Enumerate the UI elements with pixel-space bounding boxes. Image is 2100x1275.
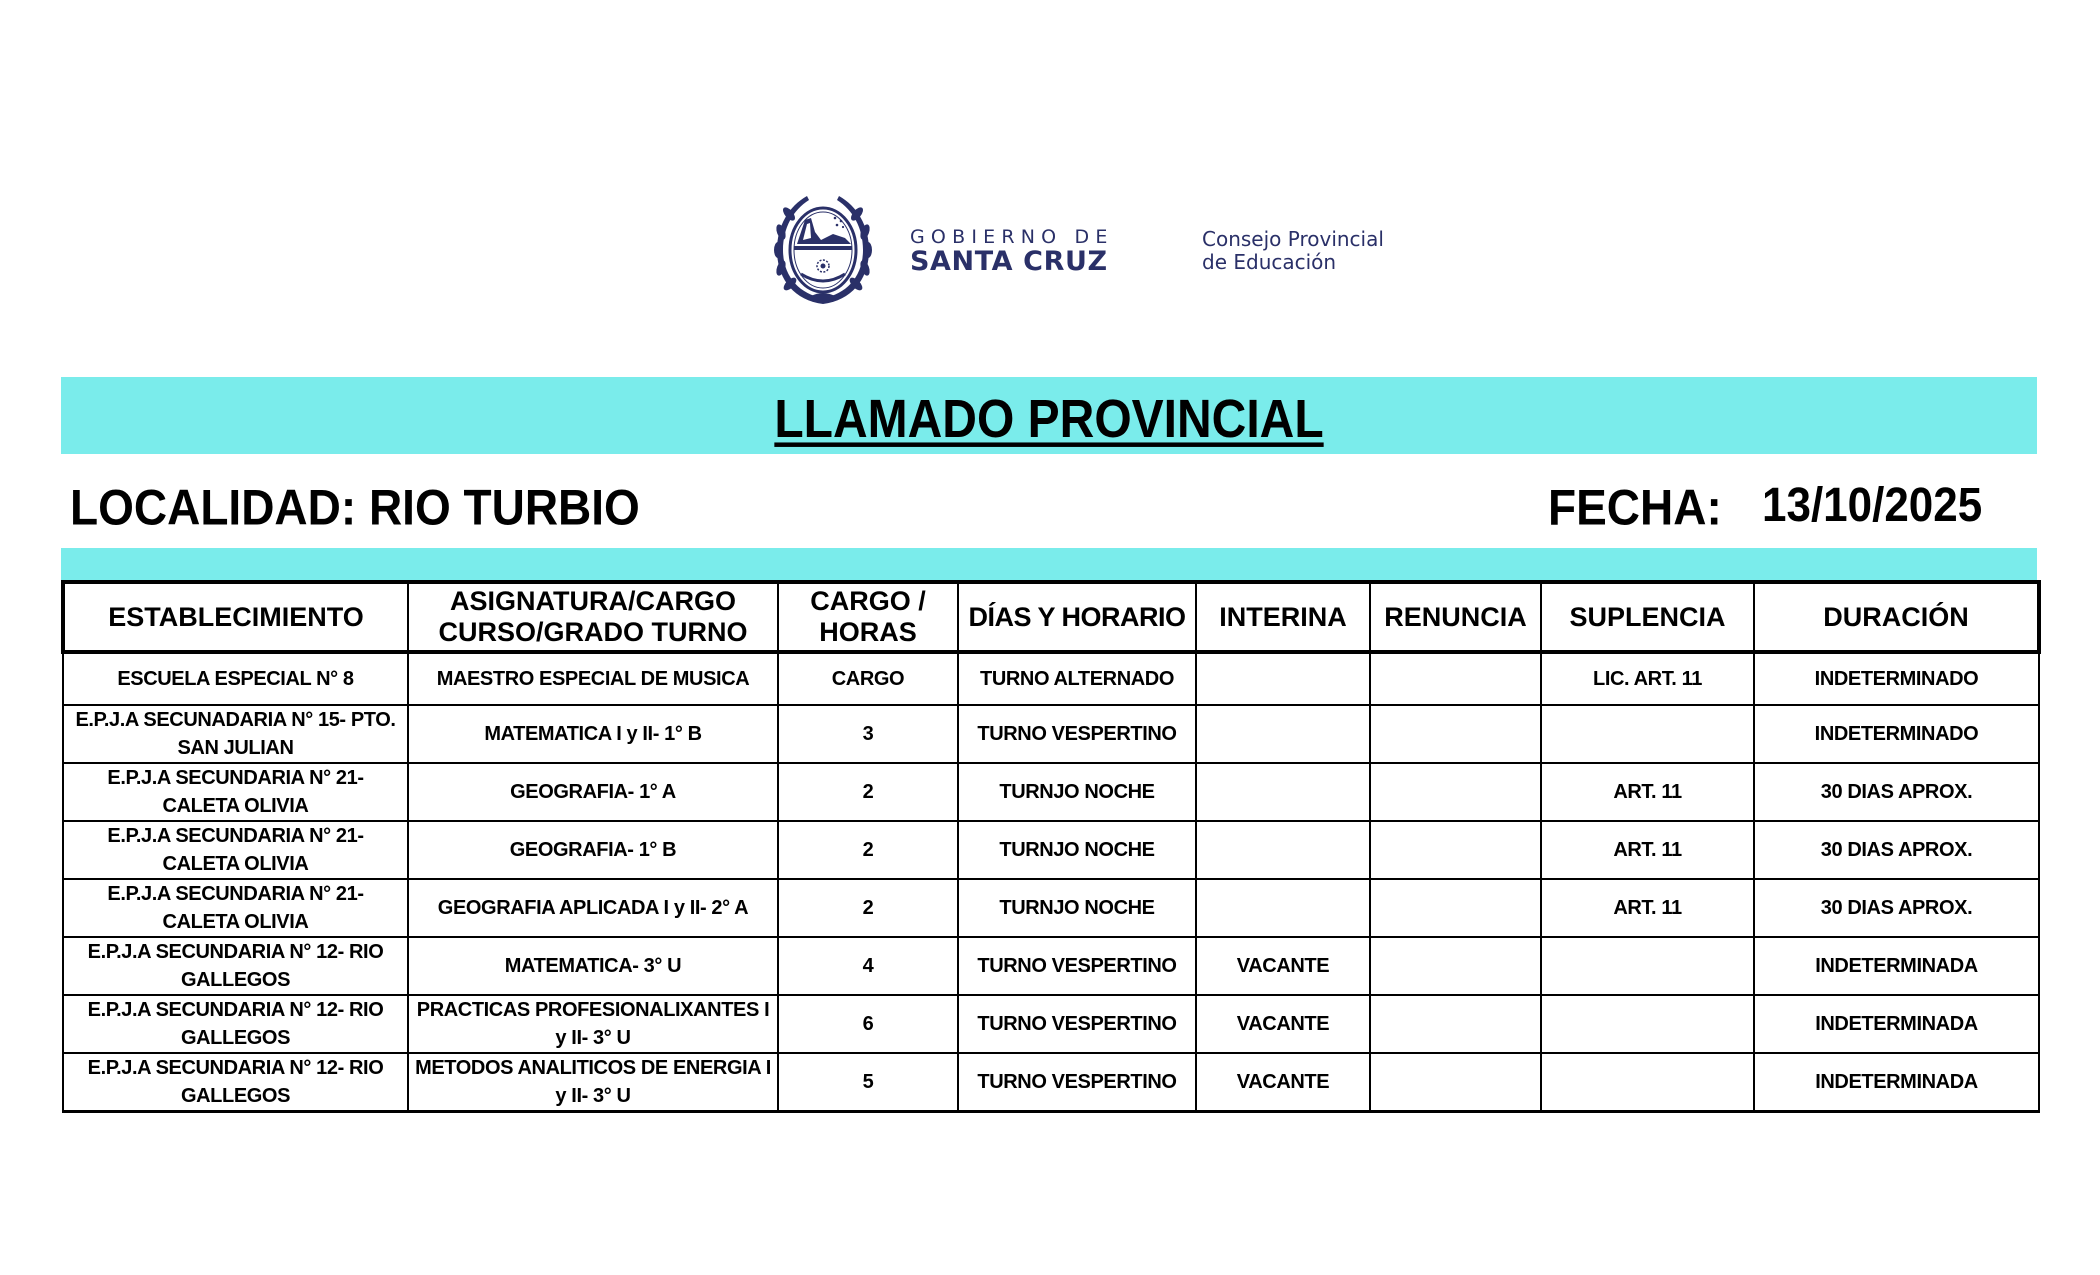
cell-suplencia	[1541, 1053, 1754, 1112]
cell-suplencia: ART. 11	[1541, 879, 1754, 937]
cell-interina	[1196, 763, 1370, 821]
cell-duracion: INDETERMINADA	[1754, 1053, 2039, 1112]
council-wordmark	[1202, 228, 1384, 274]
table-top-banner	[61, 548, 2037, 580]
cell-asignatura: PRACTICAS PROFESIONALIXANTES I y II- 3° U	[408, 995, 778, 1053]
fecha-label: FECHA:	[1548, 479, 1722, 536]
fecha-value: 13/10/2025	[1762, 478, 1983, 532]
cell-interina	[1196, 705, 1370, 763]
cell-asignatura: GEOGRAFIA- 1° A	[408, 763, 778, 821]
cell-asignatura: MATEMATICA- 3° U	[408, 937, 778, 995]
header-logo	[773, 192, 1453, 312]
cell-asignatura: GEOGRAFIA APLICADA I y II- 2° A	[408, 879, 778, 937]
cell-cargo-horas: 2	[778, 879, 958, 937]
cell-dias-horario: TURNJO NOCHE	[958, 821, 1196, 879]
table-row	[63, 995, 2039, 1053]
cell-dias-horario: TURNO VESPERTINO	[958, 937, 1196, 995]
cell-dias-horario: TURNJO NOCHE	[958, 763, 1196, 821]
cell-asignatura: METODOS ANALITICOS DE ENERGIA I y II- 3° U	[408, 1053, 778, 1112]
col-dias-horario: DÍAS Y HORARIO	[958, 582, 1196, 652]
cell-establecimiento: E.P.J.A SECUNDARIA N° 12- RIO GALLEGOS	[63, 1053, 408, 1112]
col-suplencia: SUPLENCIA	[1541, 582, 1754, 652]
cell-establecimiento: ESCUELA ESPECIAL N° 8	[63, 652, 408, 705]
cell-interina: VACANTE	[1196, 1053, 1370, 1112]
cell-cargo-horas: 3	[778, 705, 958, 763]
cell-cargo-horas: CARGO	[778, 652, 958, 705]
government-wordmark	[910, 226, 1114, 276]
cell-renuncia	[1370, 995, 1541, 1053]
col-cargo-horas: CARGO / HORAS	[778, 582, 958, 652]
cell-establecimiento: E.P.J.A SECUNDARIA N° 12- RIO GALLEGOS	[63, 937, 408, 995]
cell-suplencia: ART. 11	[1541, 821, 1754, 879]
table-row	[63, 763, 2039, 821]
col-establecimiento: ESTABLECIMIENTO	[63, 582, 408, 652]
gov-line1: GOBIERNO DE	[910, 226, 1114, 248]
col-interina: INTERINA	[1196, 582, 1370, 652]
cell-duracion: 30 DIAS APROX.	[1754, 879, 2039, 937]
table-row	[63, 652, 2039, 705]
table-row	[63, 879, 2039, 937]
cell-establecimiento: E.P.J.A SECUNDARIA N° 21- CALETA OLIVIA	[63, 763, 408, 821]
cell-asignatura: GEOGRAFIA- 1° B	[408, 821, 778, 879]
cell-dias-horario: TURNJO NOCHE	[958, 879, 1196, 937]
cell-renuncia	[1370, 652, 1541, 705]
cell-duracion: INDETERMINADO	[1754, 705, 2039, 763]
cell-renuncia	[1370, 879, 1541, 937]
cell-duracion: 30 DIAS APROX.	[1754, 821, 2039, 879]
col-duracion: DURACIÓN	[1754, 582, 2039, 652]
cell-cargo-horas: 2	[778, 763, 958, 821]
cell-duracion: 30 DIAS APROX.	[1754, 763, 2039, 821]
cell-establecimiento: E.P.J.A SECUNDARIA N° 12- RIO GALLEGOS	[63, 995, 408, 1053]
col-renuncia: RENUNCIA	[1370, 582, 1541, 652]
cell-suplencia	[1541, 705, 1754, 763]
cell-dias-horario: TURNO VESPERTINO	[958, 705, 1196, 763]
table-row	[63, 937, 2039, 995]
cell-cargo-horas: 2	[778, 821, 958, 879]
localidad-label: LOCALIDAD: RIO TURBIO	[70, 479, 640, 536]
cell-interina: VACANTE	[1196, 937, 1370, 995]
vacancies-table	[61, 580, 2041, 1113]
council-line2: de Educación	[1202, 250, 1337, 274]
coat-of-arms-icon	[773, 192, 873, 310]
cell-establecimiento: E.P.J.A SECUNDARIA N° 21- CALETA OLIVIA	[63, 879, 408, 937]
cell-renuncia	[1370, 821, 1541, 879]
table-row	[63, 1053, 2039, 1112]
cell-asignatura: MATEMATICA I y II- 1° B	[408, 705, 778, 763]
cell-cargo-horas: 4	[778, 937, 958, 995]
cell-suplencia: LIC. ART. 11	[1541, 652, 1754, 705]
cell-establecimiento: E.P.J.A SECUNADARIA N° 15- PTO. SAN JULIAN	[63, 705, 408, 763]
gov-line2: SANTA CRUZ	[910, 246, 1108, 277]
cell-interina: VACANTE	[1196, 995, 1370, 1053]
cell-duracion: INDETERMINADO	[1754, 652, 2039, 705]
page-title: LLAMADO PROVINCIAL	[774, 389, 1324, 450]
col-asignatura: ASIGNATURA/CARGO CURSO/GRADO TURNO	[408, 582, 778, 652]
table-header-row	[63, 582, 2039, 652]
title-banner	[61, 377, 2037, 454]
cell-suplencia	[1541, 937, 1754, 995]
table-row	[63, 821, 2039, 879]
cell-duracion: INDETERMINADA	[1754, 995, 2039, 1053]
cell-interina	[1196, 879, 1370, 937]
cell-cargo-horas: 5	[778, 1053, 958, 1112]
cell-dias-horario: TURNO VESPERTINO	[958, 1053, 1196, 1112]
cell-renuncia	[1370, 705, 1541, 763]
cell-asignatura: MAESTRO ESPECIAL DE MUSICA	[408, 652, 778, 705]
cell-interina	[1196, 652, 1370, 705]
cell-suplencia	[1541, 995, 1754, 1053]
cell-renuncia	[1370, 1053, 1541, 1112]
cell-cargo-horas: 6	[778, 995, 958, 1053]
cell-renuncia	[1370, 763, 1541, 821]
cell-interina	[1196, 821, 1370, 879]
council-line1: Consejo Provincial	[1202, 227, 1384, 251]
cell-duracion: INDETERMINADA	[1754, 937, 2039, 995]
table-row	[63, 705, 2039, 763]
cell-dias-horario: TURNO VESPERTINO	[958, 995, 1196, 1053]
cell-suplencia: ART. 11	[1541, 763, 1754, 821]
cell-renuncia	[1370, 937, 1541, 995]
cell-dias-horario: TURNO ALTERNADO	[958, 652, 1196, 705]
cell-establecimiento: E.P.J.A SECUNDARIA N° 21- CALETA OLIVIA	[63, 821, 408, 879]
